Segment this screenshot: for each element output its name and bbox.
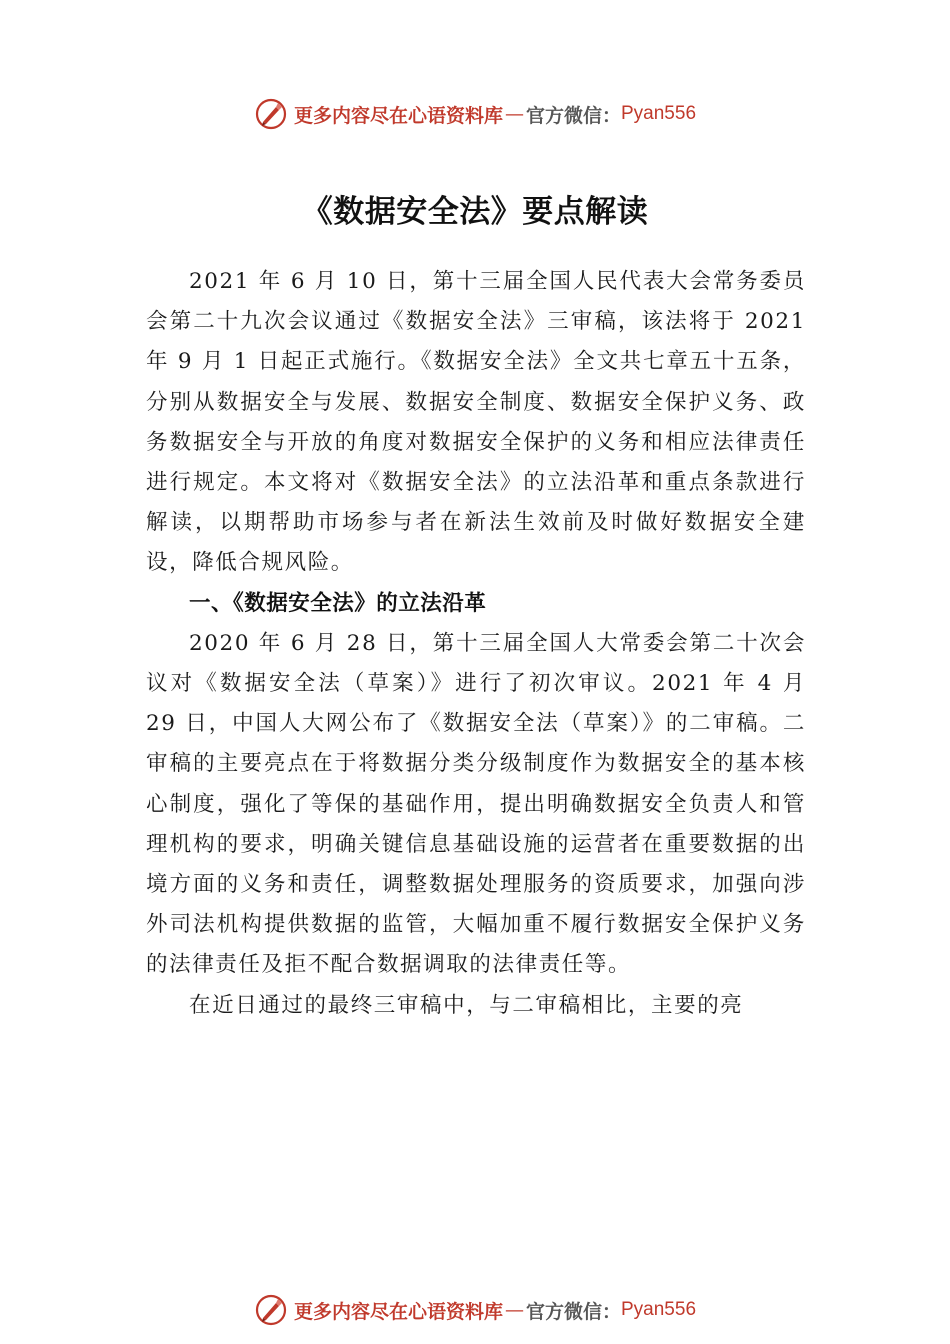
document-title: 《数据安全法》要点解读: [301, 194, 649, 230]
header-wechat-id: Pyan556: [621, 103, 697, 124]
footer-brand-text: 更多内容尽在心语资料库: [293, 1300, 503, 1323]
footer-wechat-id: Pyan556: [621, 1299, 697, 1320]
header-brand-text: 更多内容尽在心语资料库: [293, 104, 503, 127]
header-wechat-label: 官方微信：: [525, 104, 621, 127]
header-banner: [0, 94, 950, 134]
intro-paragraph: 2021 年 6 月 10 日，第十三届全国人民代表大会常务委员会第二十九次会议通过《数据安全法》三审稿，该法将于 2021 年 9 月 1 日起正式施行。《数据安全法》全文共七章五十五条，分别从数据安全与发展、数据安全制度、数据安全保护义务、政务数据安全与开放的角度对数据安全保护的义务和相应法律责任进行规定。本文将对《数据安全法》的立法沿革和重点条款进行解读，以期帮助市场参与者在新法生效前及时做好数据安全建设，降低合规风险。: [146, 269, 806, 576]
footer-dash: —: [504, 1299, 524, 1321]
pen-logo-icon: [254, 1293, 288, 1327]
document-body: [146, 262, 806, 1026]
footer-wechat-label: 官方微信：: [525, 1300, 621, 1323]
section-heading: 一、《数据安全法》的立法沿革: [189, 590, 487, 616]
section-paragraph: 2020 年 6 月 28 日，第十三届全国人大常委会第二十次会议对《数据安全法（草案）》进行了初次审议。2021 年 4 月 29 日，中国人大网公布了《数据安全法（草案）》的二审稿。二审稿的主要亮点在于将数据分类分级制度作为数据安全的基本核心制度，强化了等保的基础作用，提出明确数据安全负责人和管理机构的要求，明确关键信息基础设施的运营者在重要数据的出境方面的义务和责任，调整数据处理服务的资质要求，加强向涉外司法机构提供数据的监管，大幅加重不履行数据安全保护义务的法律责任及拒不配合数据调取的法律责任等。: [146, 630, 806, 978]
footer-banner: [0, 1290, 950, 1330]
header-dash: —: [504, 103, 524, 125]
pen-logo-icon: [254, 97, 288, 131]
section-paragraph: 在近日通过的最终三审稿中，与二审稿相比，主要的亮: [189, 992, 744, 1018]
